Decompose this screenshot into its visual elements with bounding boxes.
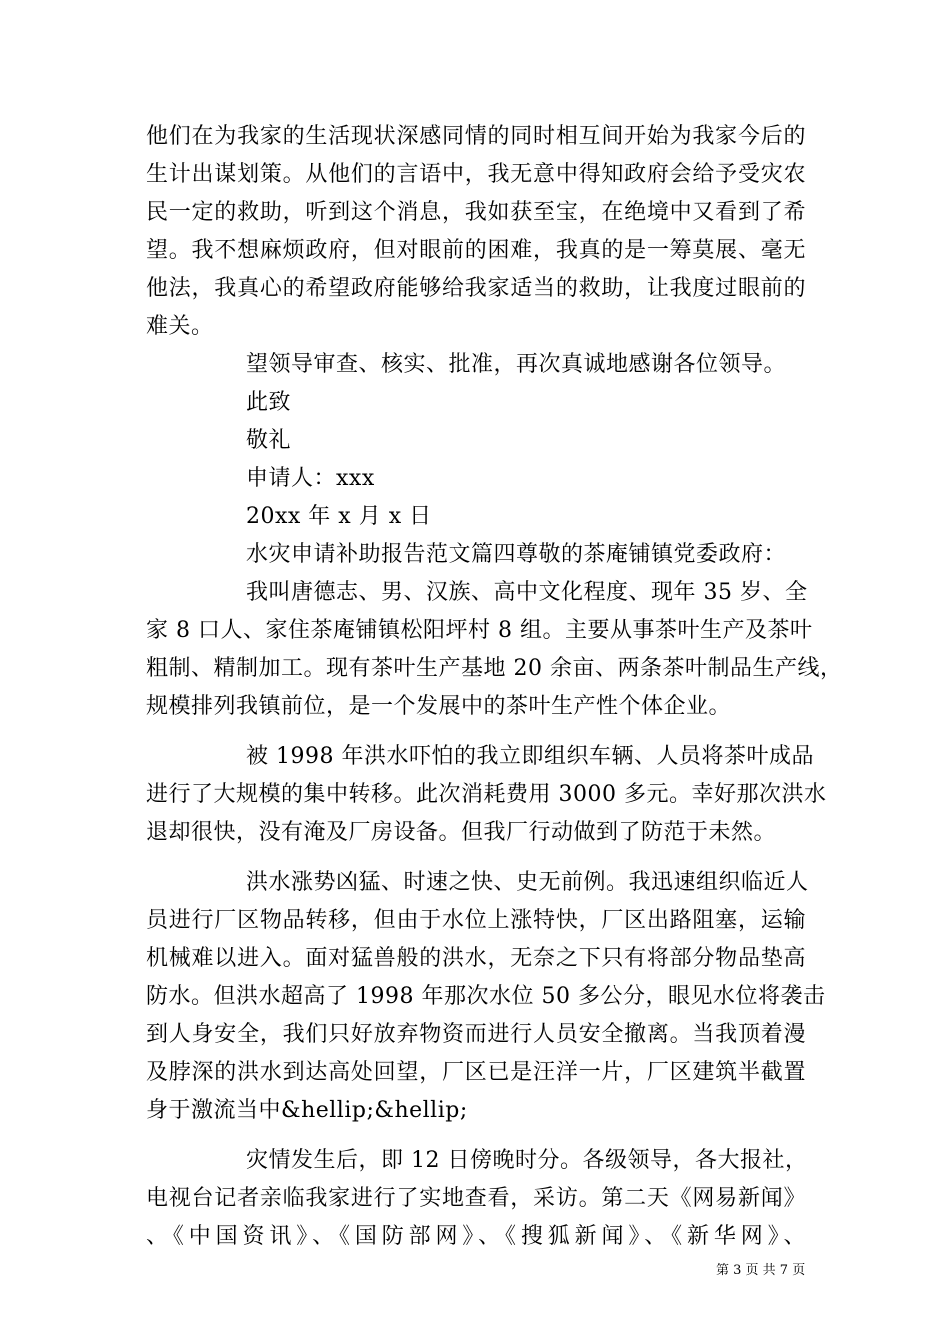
text-line: 他们在为我家的生活现状深感同情的同时相互间开始为我家今后的 (146, 124, 806, 149)
text-line: 进行了大规模的集中转移。此次消耗费用 3000 多元。幸好那次洪水 (146, 782, 827, 807)
text-line: 望。我不想麻烦政府，但对眼前的困难，我真的是一筹莫展、毫无 (146, 238, 806, 263)
section-title: 水灾申请补助报告范文篇四尊敬的茶庵铺镇党委政府： (246, 542, 787, 567)
text-line: 灾情发生后，即 12 日傍晚时分。各级领导，各大报社， (246, 1148, 808, 1173)
salutation-line: 此致 (246, 390, 292, 415)
text-line: 身于激流当中&hellip;&hellip; (146, 1098, 468, 1123)
text-line: 员进行厂区物品转移，但由于水位上涨特快，厂区出路阻塞，运输 (146, 908, 806, 933)
applicant-line: 申请人：xxx (246, 466, 375, 491)
text-line: 他法，我真心的希望政府能够给我家适当的救助，让我度过眼前的 (146, 276, 806, 301)
page-number: 第 3 页 共 7 页 (716, 1263, 806, 1278)
text-line: 、《中国资讯》、《国防部网》、《搜狐新闻》、《新华网》、 (146, 1224, 806, 1249)
text-line: 粗制、精制加工。现有茶叶生产基地 20 余亩、两条茶叶制品生产线， (146, 656, 843, 681)
closing-line: 望领导审查、核实、批准，再次真诚地感谢各位领导。 (246, 352, 787, 377)
text-line: 到人身安全，我们只好放弃物资而进行人员安全撤离。当我顶着漫 (146, 1022, 806, 1047)
text-line: 难关。 (146, 314, 214, 339)
date-line: 20xx 年 x 月 x 日 (246, 504, 432, 529)
salutation-line: 敬礼 (246, 428, 292, 453)
text-line: 及脖深的洪水到达高处回望，厂区已是汪洋一片，厂区建筑半截置 (146, 1060, 806, 1085)
text-line: 我叫唐德志、男、汉族、高中文化程度、现年 35 岁、全 (246, 580, 808, 605)
text-line: 民一定的救助，听到这个消息，我如获至宝，在绝境中又看到了希 (146, 200, 806, 225)
text-line: 防水。但洪水超高了 1998 年那次水位 50 多公分，眼见水位将袭击 (146, 984, 826, 1009)
text-line: 家 8 口人、家住茶庵铺镇松阳坪村 8 组。主要从事茶叶生产及茶叶 (146, 618, 813, 643)
text-line: 退却很快，没有淹及厂房设备。但我厂行动做到了防范于未然。 (146, 820, 777, 845)
text-line: 被 1998 年洪水吓怕的我立即组织车辆、人员将茶叶成品 (246, 744, 814, 769)
text-line: 洪水涨势凶猛、时速之快、史无前例。我迅速组织临近人 (246, 870, 809, 895)
text-line: 电视台记者亲临我家进行了实地查看，采访。第二天《网易新闻》 (146, 1186, 806, 1211)
text-line: 规模排列我镇前位，是一个发展中的茶叶生产性个体企业。 (146, 694, 732, 719)
text-line: 机械难以进入。面对猛兽般的洪水，无奈之下只有将部分物品垫高 (146, 946, 806, 971)
text-line: 生计出谋划策。从他们的言语中，我无意中得知政府会给予受灾农 (146, 162, 806, 187)
